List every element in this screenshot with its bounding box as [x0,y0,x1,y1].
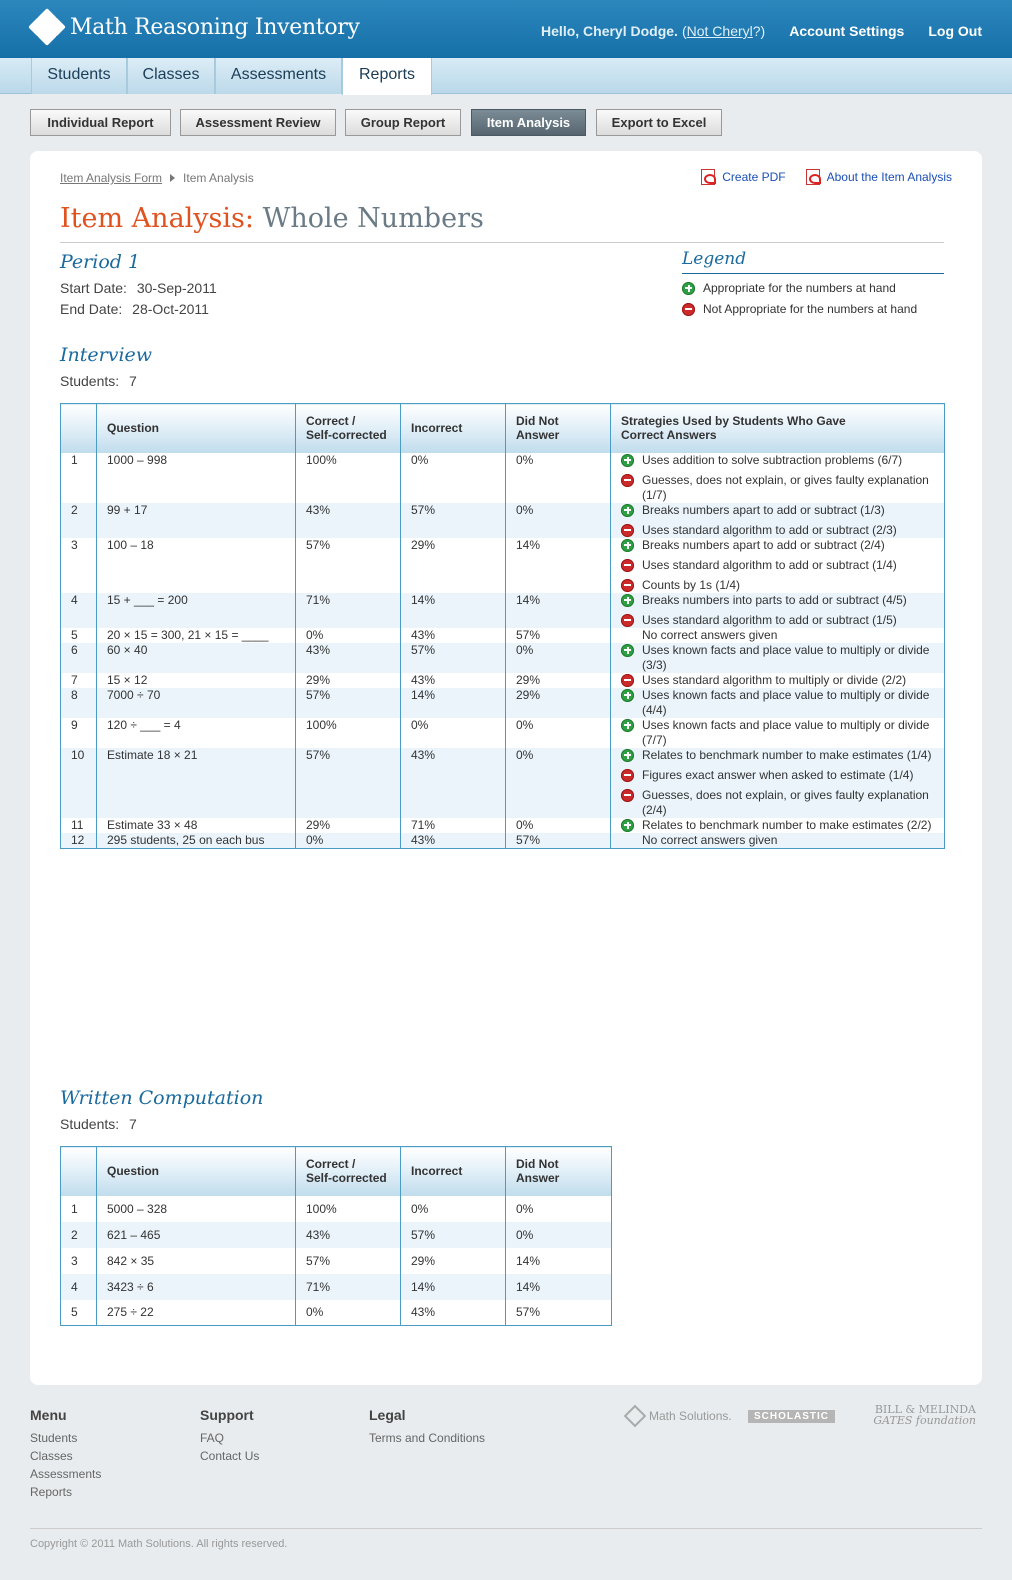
row-number: 9 [61,718,97,748]
row-number: 7 [61,673,97,688]
did-not-answer-cell: 57% [506,628,611,643]
footer-link-terms[interactable]: Terms and Conditions [369,1431,486,1445]
copyright: Copyright © 2011 Math Solutions. All rights reserved. [30,1538,288,1550]
plus-circle-icon [621,504,634,517]
incorrect-cell: 43% [401,833,506,849]
did-not-answer-cell: 0% [506,643,611,673]
strategies-cell [611,628,945,643]
table-row [61,593,945,628]
correct-cell: 57% [296,688,401,718]
footer-menu-title: Menu [30,1407,67,1423]
breadcrumb-current: Item Analysis [183,171,254,185]
strategy-item: Figures exact answer when asked to estimate (1/4) [621,768,934,783]
incorrect-cell: 71% [401,818,506,833]
table-row [61,538,945,593]
table-row [61,628,945,643]
col-header-correct: Correct / Self-corrected [296,1147,401,1196]
strategies-cell [611,718,945,748]
did-not-answer-cell: 0% [506,1222,612,1248]
minus-circle-icon [621,524,634,537]
question-cell: 275 ÷ 22 [97,1300,296,1326]
col-header-num [61,1147,97,1196]
table-row [61,1222,612,1248]
minus-circle-icon [621,579,634,592]
table-row [61,453,945,503]
incorrect-cell: 43% [401,1300,506,1326]
chevron-right-icon [170,174,175,182]
footer-link-students[interactable]: Students [30,1431,78,1445]
row-number: 11 [61,818,97,833]
interview-table [60,403,945,849]
did-not-answer-cell: 14% [506,593,611,628]
incorrect-cell: 0% [401,453,506,503]
minus-circle-icon [621,769,634,782]
footer-menu [30,1407,101,1501]
did-not-answer-cell: 14% [506,1274,612,1300]
did-not-answer-cell: 14% [506,538,611,593]
question-cell: 1000 – 998 [97,453,296,503]
minus-circle-icon [621,474,634,487]
row-number: 6 [61,643,97,673]
tab-students[interactable]: Students [31,58,127,94]
strategy-item: Breaks numbers apart to add or subtract (1/3) [621,503,934,518]
scholastic-logo[interactable]: SCHOLASTIC [748,1410,835,1423]
written-computation-table [60,1146,612,1326]
legend [682,249,944,316]
strategy-item: Uses known facts and place value to multiply or divide (7/7) [621,718,934,748]
minus-circle-icon [621,614,634,627]
strategy-item: Uses standard algorithm to add or subtract (1/4) [621,558,934,573]
row-number: 4 [61,593,97,628]
question-cell: 621 – 465 [97,1222,296,1248]
incorrect-cell: 29% [401,538,506,593]
assessment-review-button[interactable]: Assessment Review [180,109,336,136]
col-header-correct: Correct / Self-corrected [296,404,401,453]
question-cell: 15 + ___ = 200 [97,593,296,628]
main-tabs [0,58,1012,94]
strategies-cell [611,643,945,673]
did-not-answer-cell: 0% [506,453,611,503]
correct-cell: 57% [296,748,401,818]
did-not-answer-cell: 0% [506,718,611,748]
end-date: End Date: 28-Oct-2011 [60,301,209,317]
incorrect-cell: 0% [401,1196,506,1222]
strategies-cell [611,748,945,818]
incorrect-cell: 0% [401,718,506,748]
footer-legal-title: Legal [369,1407,406,1423]
did-not-answer-cell: 29% [506,673,611,688]
row-number: 3 [61,538,97,593]
did-not-answer-cell: 0% [506,503,611,538]
footer-link-reports[interactable]: Reports [30,1485,73,1499]
row-number: 1 [61,1196,97,1222]
plus-circle-icon [621,749,634,762]
strategy-item: Uses standard algorithm to multiply or divide (2/2) [621,673,934,688]
table-row [61,718,945,748]
row-number: 4 [61,1274,97,1300]
correct-cell: 0% [296,833,401,849]
correct-cell: 29% [296,673,401,688]
report-card [30,151,982,1385]
incorrect-cell: 43% [401,628,506,643]
plus-circle-icon [621,689,634,702]
table-row [61,688,945,718]
correct-cell: 57% [296,538,401,593]
user-greeting: Hello, Cheryl Dodge. [541,23,678,39]
strategy-item: No correct answers given [642,832,778,847]
col-header-question: Question [97,1147,296,1196]
strategies-cell [611,833,945,849]
question-cell: Estimate 33 × 48 [97,818,296,833]
incorrect-cell: 57% [401,1222,506,1248]
account-settings-link[interactable]: Account Settings [789,23,905,39]
footer-support-title: Support [200,1407,254,1423]
interview-heading: Interview [60,344,153,366]
export-to-excel-button[interactable]: Export to Excel [596,109,722,136]
plus-circle-icon [621,819,634,832]
row-number: 3 [61,1248,97,1274]
correct-cell: 100% [296,1196,401,1222]
correct-cell: 0% [296,1300,401,1326]
gates-foundation-logo[interactable]: BILL & MELINDA GATES foundation [873,1403,976,1427]
incorrect-cell: 14% [401,1274,506,1300]
did-not-answer-cell: 0% [506,818,611,833]
table-header-row [61,404,945,453]
logo-mark-icon [30,10,64,44]
correct-cell: 100% [296,453,401,503]
did-not-answer-cell: 14% [506,1248,612,1274]
col-header-num [61,404,97,453]
strategy-item: Relates to benchmark number to make estimates (1/4) [621,748,934,763]
correct-cell: 100% [296,718,401,748]
did-not-answer-cell: 29% [506,688,611,718]
legend-title: Legend [682,249,944,274]
footer-link-assessments[interactable]: Assessments [30,1467,102,1481]
log-out-link[interactable]: Log Out [928,23,982,39]
correct-cell: 57% [296,1248,401,1274]
legend-item-appropriate: Appropriate for the numbers at hand [682,281,944,295]
table-row [61,1248,612,1274]
question-cell: 99 + 17 [97,503,296,538]
correct-cell: 43% [296,503,401,538]
strategy-item: No correct answers given [642,627,778,642]
col-header-did-not-answer: Did Not Answer [506,1147,612,1196]
about-item-analysis-link[interactable]: About the Item Analysis [806,169,952,185]
strategy-item: Uses standard algorithm to add or subtract (2/3) [621,523,934,538]
plus-circle-icon [621,719,634,732]
individual-report-button[interactable]: Individual Report [30,109,171,136]
question-cell: 5000 – 328 [97,1196,296,1222]
table-row [61,833,945,849]
row-number: 2 [61,1222,97,1248]
minus-circle-icon [621,559,634,572]
pdf-icon [806,169,820,185]
create-pdf-link[interactable]: Create PDF [701,169,785,185]
strategies-cell [611,453,945,503]
correct-cell: 43% [296,1222,401,1248]
row-number: 1 [61,453,97,503]
question-cell: Estimate 18 × 21 [97,748,296,818]
top-bar [0,0,1012,58]
incorrect-cell: 57% [401,643,506,673]
col-header-incorrect: Incorrect [401,404,506,453]
page-title: Item Analysis: Whole Numbers [60,203,484,234]
table-row [61,673,945,688]
math-solutions-logo[interactable]: Math Solutions. [627,1408,732,1424]
strategy-item: Uses known facts and place value to multiply or divide (3/3) [621,643,934,673]
strategies-cell [611,818,945,833]
did-not-answer-cell: 0% [506,1196,612,1222]
incorrect-cell: 14% [401,593,506,628]
question-cell: 7000 ÷ 70 [97,688,296,718]
incorrect-cell: 14% [401,688,506,718]
written-students-count: Students: 7 [60,1116,137,1132]
incorrect-cell: 57% [401,503,506,538]
written-computation-heading: Written Computation [60,1087,264,1109]
question-cell: 842 × 35 [97,1248,296,1274]
tab-reports[interactable]: Reports [342,58,432,95]
strategies-cell [611,538,945,593]
question-cell: 15 × 12 [97,673,296,688]
incorrect-cell: 43% [401,673,506,688]
correct-cell: 71% [296,1274,401,1300]
footer-support [200,1407,259,1465]
incorrect-cell: 29% [401,1248,506,1274]
strategy-item: Breaks numbers into parts to add or subtract (4/5) [621,593,934,608]
footer-link-faq[interactable]: FAQ [200,1431,225,1445]
not-user-text: (Not Cheryl?) [681,23,766,39]
tab-assessments[interactable]: Assessments [215,58,342,94]
pdf-icon [701,169,715,185]
plus-circle-icon [621,594,634,607]
table-row [61,1274,612,1300]
strategy-item: Guesses, does not explain, or gives faulty explanation (1/7) [621,473,934,503]
strategy-item: Counts by 1s (1/4) [621,578,934,593]
row-number: 5 [61,628,97,643]
strategy-item: Guesses, does not explain, or gives faulty explanation (2/4) [621,788,934,818]
col-header-question: Question [97,404,296,453]
minus-circle-icon [682,303,695,316]
title-divider [60,242,944,243]
plus-circle-icon [621,454,634,467]
table-row [61,818,945,833]
strategies-cell [611,673,945,688]
footer-link-contact[interactable]: Contact Us [200,1449,260,1463]
row-number: 2 [61,503,97,538]
footer-link-classes[interactable]: Classes [30,1449,73,1463]
strategies-cell [611,688,945,718]
question-cell: 20 × 15 = 300, 21 × 15 = ____ [97,628,296,643]
row-number: 5 [61,1300,97,1326]
table-row [61,1300,612,1326]
legend-item-not-appropriate: Not Appropriate for the numbers at hand [682,302,944,316]
incorrect-cell: 43% [401,748,506,818]
minus-circle-icon [621,789,634,802]
plus-circle-icon [682,282,695,295]
strategy-item: Uses addition to solve subtraction problems (6/7) [621,453,934,468]
col-header-strategies: Strategies Used by Students Who Gave Correct Answers [611,404,945,453]
strategies-cell [611,593,945,628]
tab-classes[interactable]: Classes [127,58,215,94]
correct-cell: 71% [296,593,401,628]
correct-cell: 29% [296,818,401,833]
interview-students-count: Students: 7 [60,373,137,389]
col-header-incorrect: Incorrect [401,1147,506,1196]
group-report-button[interactable]: Group Report [345,109,461,136]
strategy-item: Uses known facts and place value to multiply or divide (4/4) [621,688,934,718]
minus-circle-icon [621,674,634,687]
question-cell: 3423 ÷ 6 [97,1274,296,1300]
correct-cell: 43% [296,643,401,673]
did-not-answer-cell: 0% [506,748,611,818]
did-not-answer-cell: 57% [506,1300,612,1326]
table-row [61,1196,612,1222]
strategies-cell [611,503,945,538]
breadcrumb-link-form[interactable]: Item Analysis Form [60,171,163,185]
item-analysis-button[interactable]: Item Analysis [471,109,586,136]
strategy-item: Breaks numbers apart to add or subtract (2/4) [621,538,934,553]
col-header-did-not-answer: Did Not Answer [506,404,611,453]
strategy-item: Relates to benchmark number to make estimates (2/2) [621,818,934,833]
question-cell: 120 ÷ ___ = 4 [97,718,296,748]
row-number: 10 [61,748,97,818]
correct-cell: 0% [296,628,401,643]
did-not-answer-cell: 57% [506,833,611,849]
logo[interactable] [30,10,360,44]
row-number: 12 [61,833,97,849]
table-row [61,748,945,818]
question-cell: 60 × 40 [97,643,296,673]
period-heading: Period 1 [60,251,141,273]
table-row [61,503,945,538]
strategy-item: Uses standard algorithm to add or subtract (1/5) [621,613,934,628]
table-row [61,643,945,673]
plus-circle-icon [621,644,634,657]
app-title: Math Reasoning Inventory [70,14,360,40]
not-user-link[interactable]: Not Cheryl [686,23,753,39]
footer-legal [369,1407,485,1447]
table-header-row [61,1147,612,1196]
plus-circle-icon [621,539,634,552]
row-number: 8 [61,688,97,718]
math-solutions-mark-icon [624,1405,647,1428]
breadcrumb [60,171,254,185]
footer-divider [30,1528,982,1529]
question-cell: 100 – 18 [97,538,296,593]
start-date: Start Date: 30-Sep-2011 [60,280,217,296]
question-cell: 295 students, 25 on each bus [97,833,296,849]
